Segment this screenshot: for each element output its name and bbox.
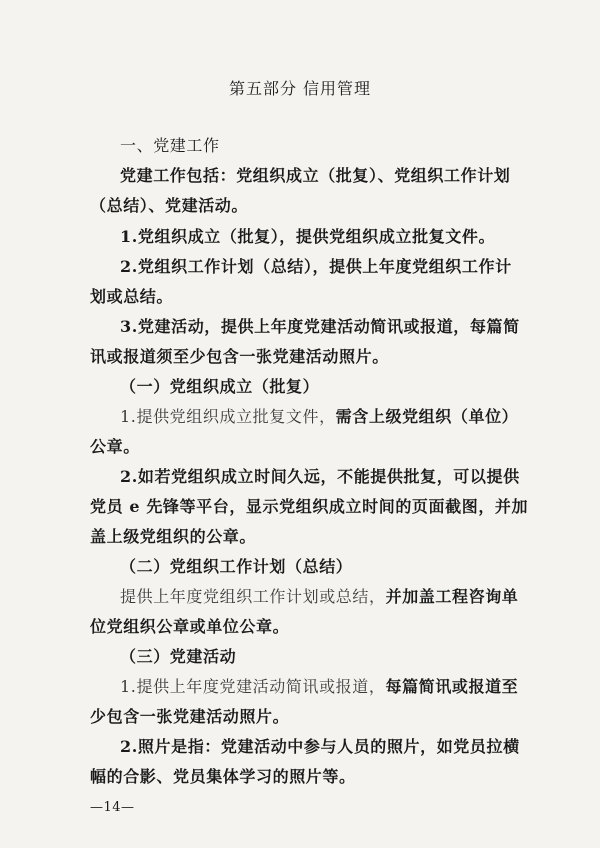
section-heading: 一、党建工作	[120, 136, 220, 155]
subsection-3-para-1	[120, 677, 518, 697]
page-number: —14—	[90, 800, 135, 815]
subsection-1-para-1-b: 需含上级党组织（单位）	[335, 407, 519, 426]
item-3-line-1: 3.党建活动，提供上年度党建活动简讯或报道，每篇简	[120, 317, 520, 336]
subsection-1-para-1-a: 1.提供党组织成立批复文件，	[120, 407, 336, 426]
intro-line-1: 党建工作包括：党组织成立（批复）、党组织工作计划	[120, 166, 511, 185]
subsection-1-para-2-line-2: 党员 e 先锋等平台，显示党组织成立时间的页面截图，并加	[90, 497, 529, 516]
subsection-3-para-2-line-2: 幅的合影、党员集体学习的照片等。	[90, 767, 356, 786]
subsection-3-para-1-a: 1.提供上年度党建活动简讯或报道，	[120, 677, 386, 696]
subsection-3-para-1-b: 每篇简讯或报道至	[385, 677, 519, 696]
subsection-1-para-2-line-3: 盖上级党组织的公章。	[90, 527, 257, 546]
subsection-2-para-1-b: 并加盖工程咨询单	[385, 587, 519, 606]
subsection-2-para-1	[120, 587, 518, 607]
subsection-3-para-2-line-1: 2.照片是指：党建活动中参与人员的照片，如党员拉横	[120, 737, 520, 756]
subsection-1-para-1-line-2: 公章。	[90, 437, 140, 456]
item-2-line-1: 2.党组织工作计划（总结），提供上年度党组织工作计	[120, 257, 512, 276]
subsection-2-para-1-a: 提供上年度党组织工作计划或总结，	[120, 587, 386, 606]
subsection-1-para-2-line-1: 2.如若党组织成立时间久远，不能提供批复，可以提供	[120, 467, 520, 486]
subsection-1-para-1	[120, 407, 518, 427]
item-3-line-2: 讯或报道须至少包含一张党建活动照片。	[90, 347, 389, 366]
item-1: 1.党组织成立（批复），提供党组织成立批复文件。	[120, 227, 496, 246]
subsection-1-title: （一）党组织成立（批复）	[120, 377, 320, 396]
item-2-line-2: 划或总结。	[90, 287, 174, 306]
subsection-3-para-1-line-2: 少包含一张党建活动照片。	[90, 707, 290, 726]
page-title: 第五部分 信用管理	[228, 79, 372, 98]
intro-line-2: （总结）、党建活动。	[90, 196, 249, 215]
subsection-2-para-1-line-2: 位党组织公章或单位公章。	[90, 617, 290, 636]
subsection-3-title: （三）党建活动	[120, 647, 237, 666]
subsection-2-title: （二）党组织工作计划（总结）	[120, 557, 353, 576]
